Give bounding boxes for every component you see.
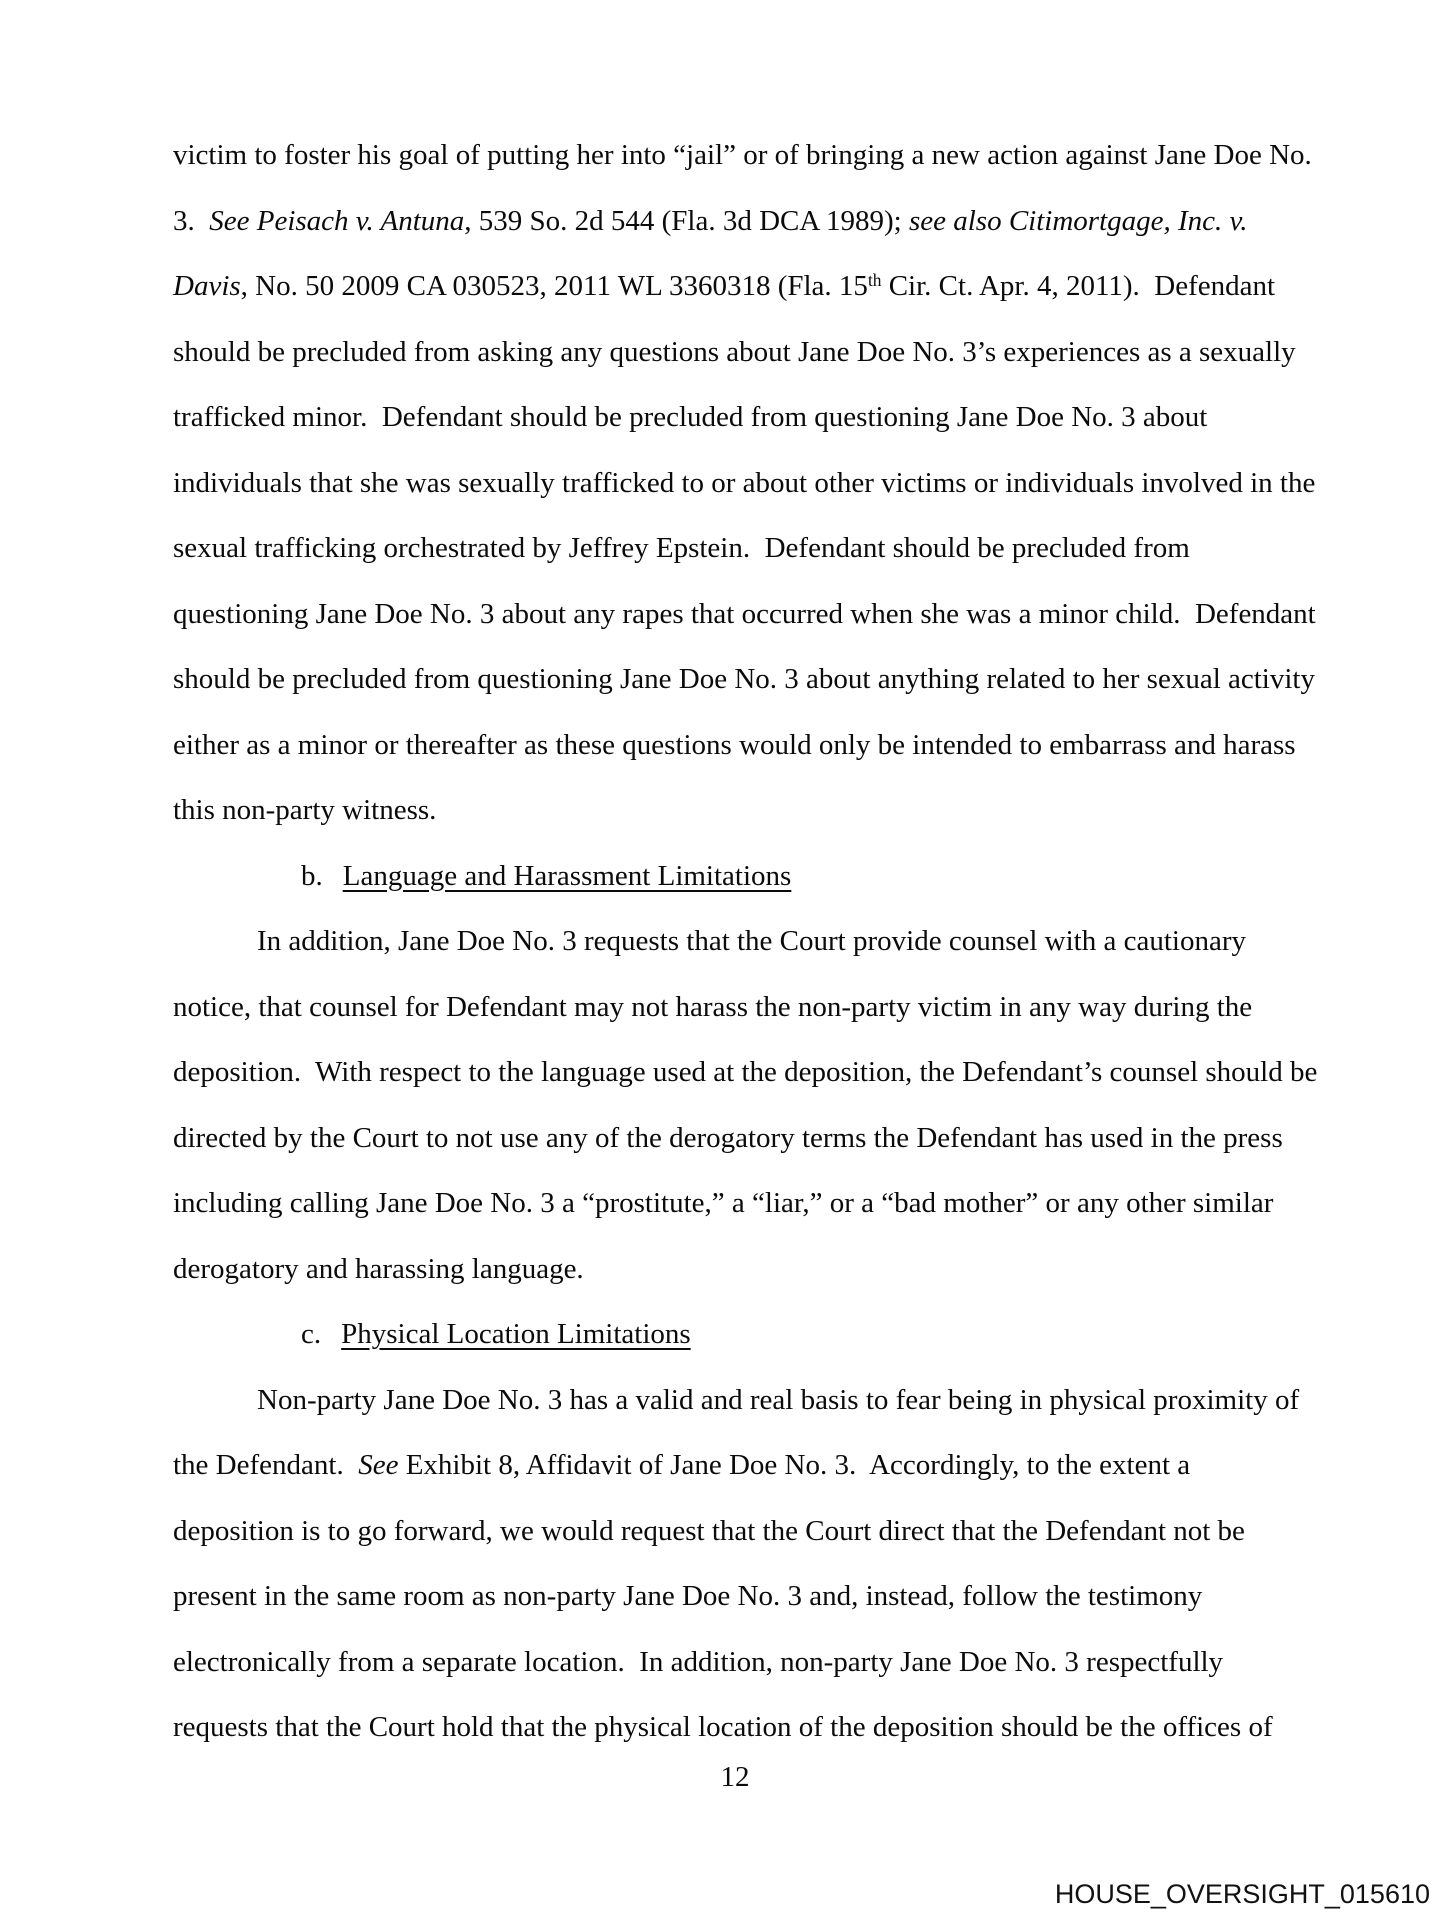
section-heading-label: b.: [301, 859, 323, 892]
body-text: should be precluded from asking any questions about Jane Doe No. 3’s experiences as a sexually: [173, 335, 1296, 368]
body-text: Exhibit 8, Affidavit of Jane Doe No. 3. Accordingly, to the extent a: [398, 1449, 1191, 1481]
document-line: [173, 123, 1312, 189]
body-text: notice, that counsel for Defendant may not harass the non-party victim in any way during the: [173, 990, 1253, 1023]
body-text: this non-party witness.: [173, 794, 437, 826]
bates-stamp: HOUSE_OVERSIGHT_015610: [1054, 1879, 1430, 1909]
section-heading: [173, 844, 1303, 910]
document-line: [173, 1499, 1303, 1565]
body-text: , No. 50 2009 CA 030523, 2011 WL 3360318 (Fla. 15: [240, 270, 868, 302]
document-line: [173, 254, 1303, 320]
citation-italic-text: see also Citimortgage, Inc. v.: [908, 204, 1248, 237]
body-text: In addition, Jane Doe No. 3 requests that the Court provide counsel with a cautionary: [257, 925, 1246, 957]
document-line: [173, 1368, 1303, 1434]
body-text: derogatory and harassing language.: [173, 1252, 584, 1285]
body-text: Non-party Jane Doe No. 3 has a valid and real basis to fear being in physical proximity of: [257, 1383, 1300, 1416]
body-text: individuals that she was sexually trafficked to or about other victims or individuals involved in the: [173, 466, 1316, 499]
document-line: [173, 778, 1303, 844]
document-line: [173, 1040, 1318, 1106]
document-line: [173, 975, 1303, 1041]
section-heading-label: c.: [301, 1318, 322, 1350]
document-line: [173, 582, 1316, 648]
body-text: including calling Jane Doe No. 3 a “prostitute,” a “liar,” or a “bad mother” or any other similar: [173, 1187, 1274, 1219]
citation-italic-text: Davis: [173, 270, 241, 302]
document-body: [173, 123, 1318, 1761]
document-line: [173, 647, 1315, 713]
superscript-text: th: [867, 270, 882, 291]
document-line: [173, 516, 1303, 582]
body-text: deposition. With respect to the language used at the deposition, the Defendant’s counsel should be: [173, 1056, 1318, 1088]
document-line: [173, 320, 1303, 386]
document-line: [173, 1564, 1303, 1630]
body-text: Cir. Ct. Apr. 4, 2011). Defendant: [881, 270, 1276, 302]
section-heading: [173, 1302, 1303, 1368]
document-line: [173, 1433, 1303, 1499]
body-text: , 539 So. 2d 544 (Fla. 3d DCA 1989);: [464, 204, 909, 237]
body-text: sexual trafficking orchestrated by Jeffrey Epstein. Defendant should be precluded from: [173, 532, 1190, 564]
body-text: either as a minor or thereafter as these questions would only be intended to embarrass and harass: [173, 728, 1296, 761]
section-heading-title: Physical Location Limitations: [341, 1318, 691, 1350]
document-line: [173, 1171, 1303, 1237]
citation-italic-text: See Peisach v. Antuna: [209, 204, 465, 237]
document-line: [173, 1237, 1303, 1303]
body-text: should be precluded from questioning Jane Doe No. 3 about anything related to her sexual activity: [173, 663, 1315, 695]
document-line: [173, 1630, 1303, 1696]
body-text: electronically from a separate location. In addition, non-party Jane Doe No. 3 respectfully: [173, 1645, 1224, 1678]
document-line: [173, 189, 1303, 255]
body-text: the Defendant.: [173, 1449, 359, 1481]
page-number: 12: [720, 1761, 750, 1793]
body-text: questioning Jane Doe No. 3 about any rapes that occurred when she was a minor child. Defendant: [173, 597, 1316, 630]
body-text: trafficked minor. Defendant should be precluded from questioning Jane Doe No. 3 about: [173, 401, 1208, 433]
body-text: 3.: [173, 204, 210, 237]
body-text: victim to foster his goal of putting her into “jail” or of bringing a new action against Jane Doe No.: [173, 139, 1312, 171]
body-text: requests that the Court hold that the physical location of the deposition should be the offices of: [173, 1711, 1273, 1743]
document-line: [173, 1106, 1303, 1172]
document-line: [173, 451, 1316, 517]
body-text: deposition is to go forward, we would request that the Court direct that the Defendant not be: [173, 1514, 1245, 1547]
body-text: directed by the Court to not use any of the derogatory terms the Defendant has used in the press: [173, 1121, 1283, 1154]
document-line: [173, 909, 1303, 975]
body-text: present in the same room as non-party Jane Doe No. 3 and, instead, follow the testimony: [173, 1580, 1203, 1612]
document-line: [173, 713, 1303, 779]
citation-italic-text: See: [358, 1449, 399, 1481]
section-heading-title: Language and Harassment Limitations: [342, 859, 792, 892]
document-line: [173, 385, 1303, 451]
